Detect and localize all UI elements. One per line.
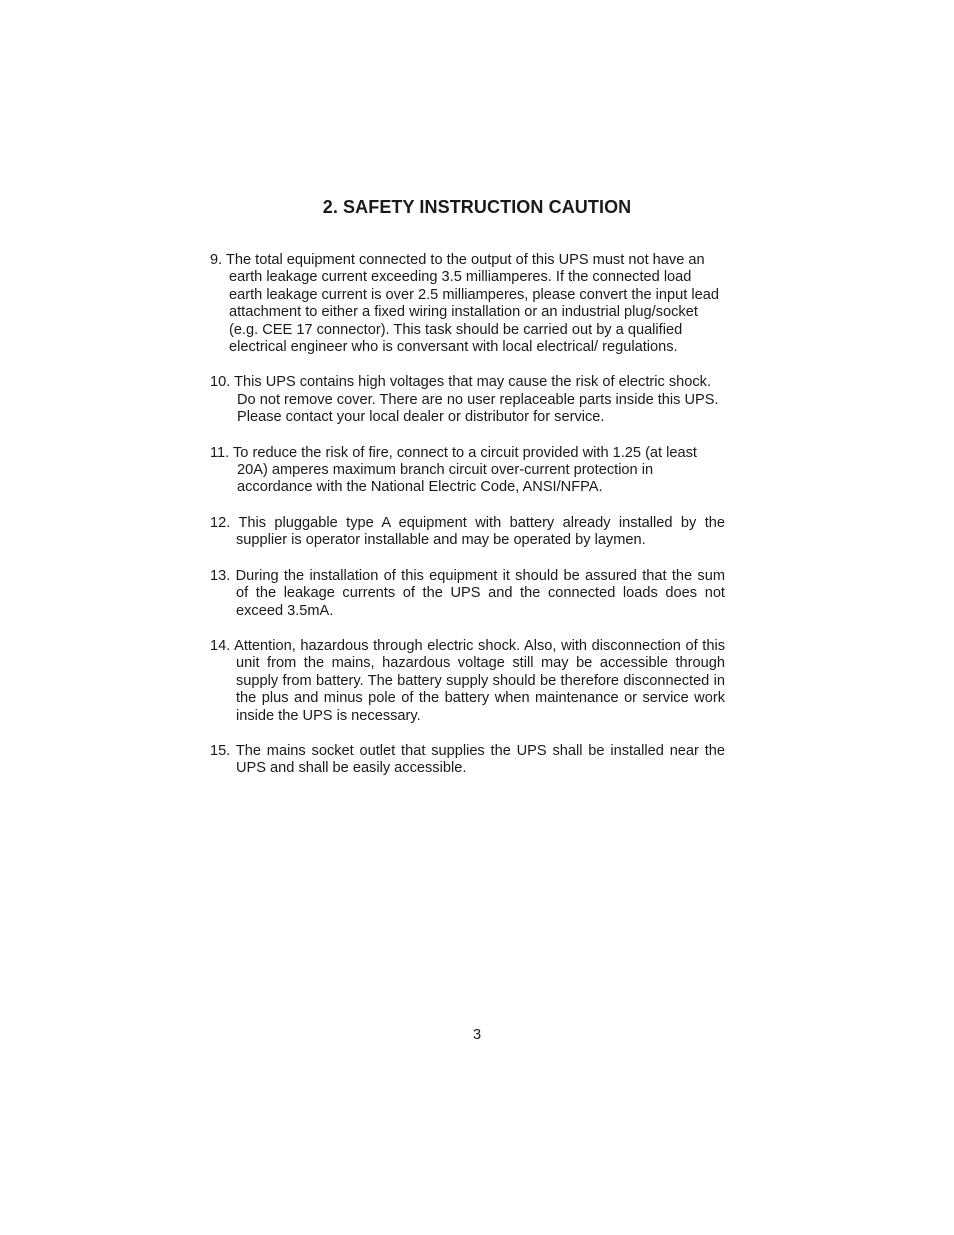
instruction-item-13: 13. During the installation of this equipment it should be assured that the sum of the leakage currents of the UPS and the connected loads does not exceed 3.5mA.	[210, 567, 725, 619]
page-title: 2. SAFETY INSTRUCTION CAUTION	[322, 197, 632, 217]
instruction-item-9: 9. The total equipment connected to the output of this UPS must not have an earth leakage current exceeding 3.5 milliamperes. If the connected load earth leakage current is over 2.5 milliamperes, please convert the input lead attachment to either a fixed wiring installation or an industrial plug/socket (e.g. CEE 17 connector). This task should be carried out by a qualified electrical engineer who is conversant with local electrical/ regulations.	[210, 252, 719, 356]
instruction-item-11: 11. To reduce the risk of fire, connect to a circuit provided with 1.25 (at least 20A) amperes maximum branch circuit over-current protection in accordance with the National Electric Code, ANSI/NFPA.	[210, 444, 697, 496]
instruction-item-10: 10. This UPS contains high voltages that may cause the risk of electric shock. Do not remove cover. There are no user replaceable parts inside this UPS. Please contact your local dealer or distributor for service.	[210, 374, 719, 426]
instruction-item-14: 14. Attention, hazardous through electric shock. Also, with disconnection of this unit from the mains, hazardous voltage still may be accessible through supply from battery. The battery supply should be therefore disconnected in the plus and minus pole of the battery when maintenance or service work inside the UPS is necessary.	[210, 637, 725, 724]
instruction-list	[210, 252, 725, 796]
instruction-item-12: 12. This pluggable type A equipment with battery already installed by the supplier is operator installable and may be operated by laymen.	[210, 514, 725, 549]
page-number: 3	[472, 1027, 482, 1043]
instruction-item-15: 15. The mains socket outlet that supplies the UPS shall be installed near the UPS and shall be easily accessible.	[210, 742, 725, 777]
